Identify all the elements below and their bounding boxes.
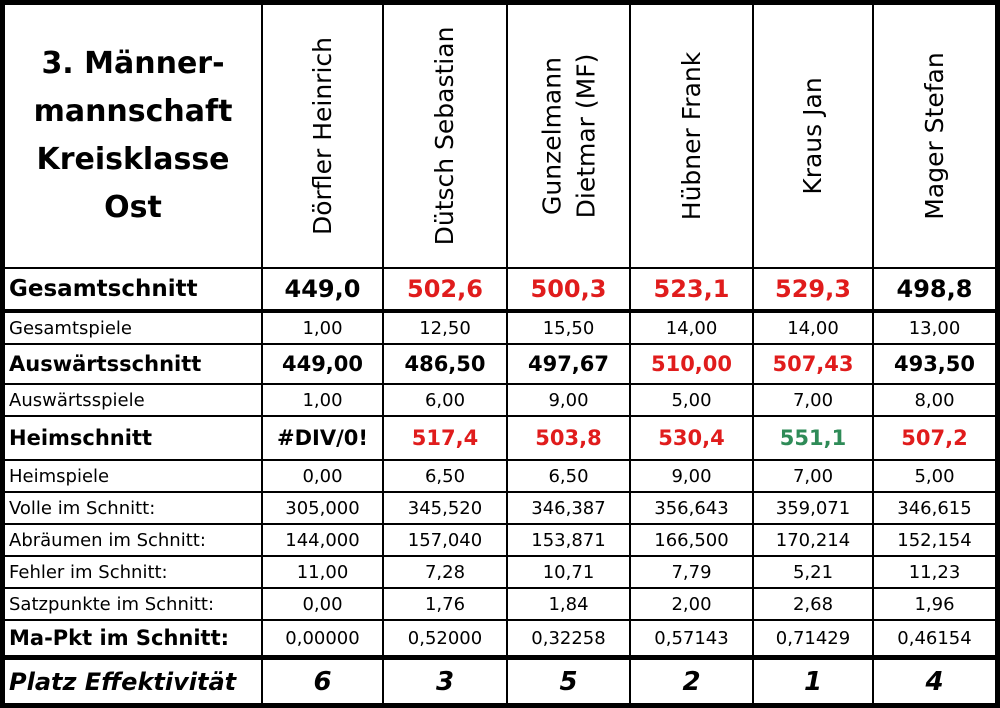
stat-value: 502,6 — [383, 268, 507, 312]
stat-value: 4 — [873, 656, 996, 704]
header-row — [4, 4, 996, 268]
stat-value: 5,21 — [753, 556, 873, 588]
stat-row — [4, 460, 996, 492]
row-label: Heimspiele — [4, 460, 262, 492]
stat-value: 5,00 — [630, 384, 753, 416]
stat-value: 305,000 — [262, 492, 383, 524]
stat-value: 551,1 — [753, 416, 873, 460]
stat-value: 7,79 — [630, 556, 753, 588]
row-label: Gesamtschnitt — [4, 268, 262, 312]
row-label: Volle im Schnitt: — [4, 492, 262, 524]
stat-value: 529,3 — [753, 268, 873, 312]
stat-value: 153,871 — [507, 524, 630, 556]
stat-row — [4, 524, 996, 556]
stat-value: 5,00 — [873, 460, 996, 492]
stat-value: 1,00 — [262, 312, 383, 344]
stat-value: 0,32258 — [507, 620, 630, 656]
stat-value: 346,387 — [507, 492, 630, 524]
player-name: Hübner Frank — [676, 51, 706, 221]
stats-body — [4, 268, 996, 704]
stat-value: 1,84 — [507, 588, 630, 620]
stat-value: 1 — [753, 656, 873, 704]
stat-value: 157,040 — [383, 524, 507, 556]
stat-row — [4, 492, 996, 524]
stat-value: 510,00 — [630, 344, 753, 384]
row-label: Gesamtspiele — [4, 312, 262, 344]
stat-value: 1,00 — [262, 384, 383, 416]
stat-value: 166,500 — [630, 524, 753, 556]
stat-value: 2,00 — [630, 588, 753, 620]
stat-value: 503,8 — [507, 416, 630, 460]
row-label: Ma-Pkt im Schnitt: — [4, 620, 262, 656]
stat-value: 517,4 — [383, 416, 507, 460]
player-name: Gunzelmann Dietmar (MF) — [536, 53, 600, 219]
row-label: Abräumen im Schnitt: — [4, 524, 262, 556]
stat-value: 2,68 — [753, 588, 873, 620]
stat-row — [4, 656, 996, 704]
stat-value: 152,154 — [873, 524, 996, 556]
player-name: Kraus Jan — [798, 77, 828, 195]
stat-value: 346,615 — [873, 492, 996, 524]
player-header — [507, 4, 630, 268]
stat-value: 1,96 — [873, 588, 996, 620]
player-name: Dütsch Sebastian — [430, 26, 460, 246]
stat-value: 3 — [383, 656, 507, 704]
stat-value: 523,1 — [630, 268, 753, 312]
stat-value: 0,00000 — [262, 620, 383, 656]
player-name: Mager Stefan — [919, 52, 949, 220]
stat-row — [4, 384, 996, 416]
player-header — [753, 4, 873, 268]
stat-value: 0,46154 — [873, 620, 996, 656]
stat-value: 6,50 — [507, 460, 630, 492]
stat-row — [4, 556, 996, 588]
stat-value: 11,23 — [873, 556, 996, 588]
stat-value: 1,76 — [383, 588, 507, 620]
stat-value: 144,000 — [262, 524, 383, 556]
row-label: Fehler im Schnitt: — [4, 556, 262, 588]
stat-value: 6 — [262, 656, 383, 704]
stat-value: 14,00 — [630, 312, 753, 344]
stat-value: 9,00 — [630, 460, 753, 492]
stat-value: 170,214 — [753, 524, 873, 556]
stat-value: 15,50 — [507, 312, 630, 344]
stat-value: 345,520 — [383, 492, 507, 524]
stat-value: 6,50 — [383, 460, 507, 492]
stat-value: 14,00 — [753, 312, 873, 344]
stat-value: 449,00 — [262, 344, 383, 384]
stat-value: 7,00 — [753, 384, 873, 416]
row-label: Auswärtsspiele — [4, 384, 262, 416]
stat-value: 6,00 — [383, 384, 507, 416]
player-name: Dörfler Heinrich — [307, 37, 337, 235]
stat-value: 2 — [630, 656, 753, 704]
stat-value: 10,71 — [507, 556, 630, 588]
stat-value: 0,52000 — [383, 620, 507, 656]
player-header — [383, 4, 507, 268]
team-title-line: mannschaft — [33, 94, 233, 129]
stat-value: 449,0 — [262, 268, 383, 312]
stat-value: 498,8 — [873, 268, 996, 312]
stat-value: 500,3 — [507, 268, 630, 312]
stat-value: 11,00 — [262, 556, 383, 588]
stat-value: #DIV/0! — [262, 416, 383, 460]
team-title — [4, 4, 262, 268]
team-title-line: Kreisklasse — [36, 142, 230, 177]
team-title-line: Ost — [104, 190, 162, 225]
stat-value: 8,00 — [873, 384, 996, 416]
row-label: Platz Effektivität — [4, 656, 262, 704]
stat-value: 356,643 — [630, 492, 753, 524]
stat-value: 0,71429 — [753, 620, 873, 656]
stat-value: 7,28 — [383, 556, 507, 588]
player-header — [630, 4, 753, 268]
stat-value: 0,57143 — [630, 620, 753, 656]
row-label: Auswärtsschnitt — [4, 344, 262, 384]
stat-value: 507,2 — [873, 416, 996, 460]
player-header — [873, 4, 996, 268]
stat-value: 0,00 — [262, 460, 383, 492]
stat-value: 9,00 — [507, 384, 630, 416]
stat-value: 13,00 — [873, 312, 996, 344]
stat-row — [4, 344, 996, 384]
stat-row — [4, 416, 996, 460]
stat-value: 12,50 — [383, 312, 507, 344]
stat-value: 507,43 — [753, 344, 873, 384]
stat-value: 493,50 — [873, 344, 996, 384]
row-label: Heimschnitt — [4, 416, 262, 460]
stat-value: 5 — [507, 656, 630, 704]
stat-value: 359,071 — [753, 492, 873, 524]
row-label: Satzpunkte im Schnitt: — [4, 588, 262, 620]
stat-row — [4, 588, 996, 620]
stat-value: 530,4 — [630, 416, 753, 460]
stat-value: 497,67 — [507, 344, 630, 384]
stat-value: 7,00 — [753, 460, 873, 492]
stat-row — [4, 620, 996, 656]
stat-row — [4, 312, 996, 344]
stat-value: 0,00 — [262, 588, 383, 620]
player-header — [262, 4, 383, 268]
stat-row — [4, 268, 996, 312]
team-title-line: 3. Männer- — [41, 46, 225, 81]
stat-value: 486,50 — [383, 344, 507, 384]
